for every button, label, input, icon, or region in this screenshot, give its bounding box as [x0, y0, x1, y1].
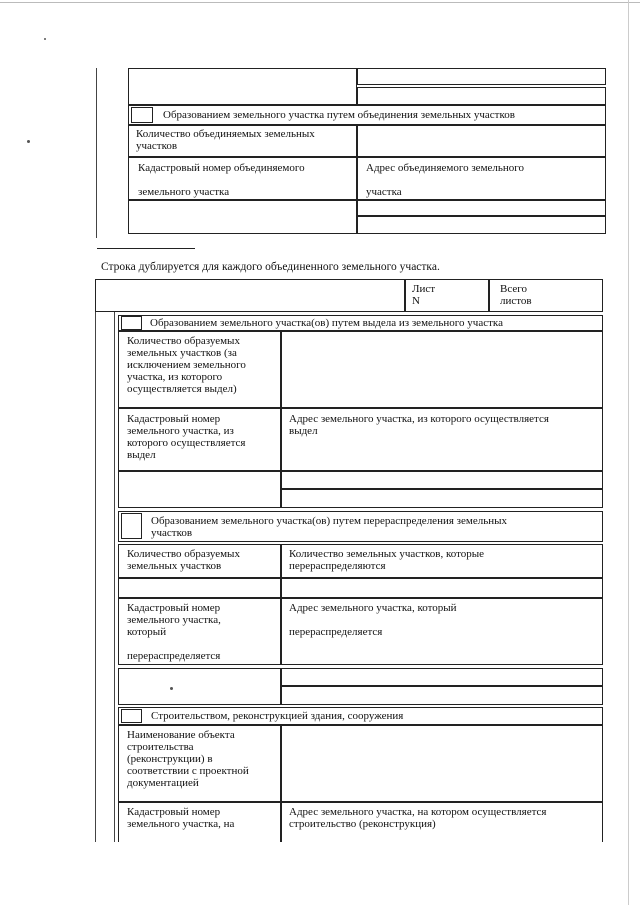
redistribution-count-redistributed-value[interactable]: [281, 578, 603, 598]
construction-option-checkbox[interactable]: [121, 709, 142, 723]
allocation-address-label: Адрес земельного участка, из которого осуществляется выдел: [289, 413, 549, 437]
allocation-address-value-upper[interactable]: [281, 471, 603, 489]
construction-cadastral-label: Кадастровый номер земельного участка, на: [127, 806, 235, 830]
left-margin-line: [96, 68, 97, 238]
redistribution-cadastral-label: Кадастровый номер земельного участка, который перераспределяется: [127, 602, 221, 662]
redistribution-cadastral-value[interactable]: [118, 668, 281, 705]
merge-address-value-lower[interactable]: [357, 216, 606, 234]
merge-address-label: Адрес объединяемого земельного участка: [366, 162, 525, 198]
construction-object-name-value[interactable]: [281, 725, 603, 802]
redistribution-count-formed-label: Количество образуемых земельных участков: [127, 548, 240, 572]
allocation-option-label: Образованием земельного участка(ов) путем выдела из земельного участка: [150, 317, 503, 329]
allocation-option-checkbox[interactable]: [121, 316, 142, 330]
allocation-cadastral-label: Кадастровый номер земельного участка, из которого осуществляется выдел: [127, 413, 246, 461]
section-left-margin: [95, 312, 96, 842]
sheet-total-label: Всего листов: [500, 283, 532, 307]
allocation-address-value-lower[interactable]: [281, 489, 603, 508]
redistribution-count-formed-value[interactable]: [118, 578, 281, 598]
merge-address-value-upper[interactable]: [357, 200, 606, 216]
merge-count-label: Количество объединяемых земельных участков: [136, 128, 315, 152]
top-right-cell-lower[interactable]: [357, 87, 606, 105]
redistribution-count-redistributed-label: Количество земельных участков, которые перераспределяются: [289, 548, 485, 572]
redistribution-option-label: Образованием земельного участка(ов) путем перераспределения земельных участков: [151, 515, 508, 539]
footnote-text: Строка дублируется для каждого объединенного земельного участка.: [101, 261, 440, 273]
scan-right-edge: [628, 0, 629, 905]
redistribution-option-checkbox[interactable]: [121, 513, 142, 539]
scan-speck: [27, 140, 30, 143]
top-left-empty-cell: [128, 68, 357, 105]
redistribution-address-value-upper[interactable]: [281, 668, 603, 686]
sheet-header-empty-cell: [95, 279, 405, 312]
top-right-cell-upper[interactable]: [357, 68, 606, 85]
scan-speck: [44, 38, 46, 40]
merge-option-checkbox[interactable]: [131, 107, 153, 123]
construction-option-label: Строительством, реконструкцией здания, сооружения: [151, 710, 404, 722]
merge-cadastral-label: Кадастровый номер объединяемого земельного участка: [138, 162, 305, 198]
scan-top-edge: [0, 2, 640, 3]
redistribution-address-label: Адрес земельного участка, который перераспределяется: [289, 602, 457, 638]
allocation-cadastral-value[interactable]: [118, 471, 281, 508]
redistribution-address-value-lower[interactable]: [281, 686, 603, 705]
merge-cadastral-value[interactable]: [128, 200, 357, 234]
construction-object-name-label: Наименование объекта строительства (реконструкции) в соответствии с проектной документацией: [127, 729, 249, 789]
construction-address-label: Адрес земельного участка, на котором осуществляется строительство (реконструкция): [289, 806, 547, 830]
allocation-count-value[interactable]: [281, 331, 603, 408]
merge-option-label: Образованием земельного участка путем объединения земельных участков: [163, 109, 515, 121]
section-inner-margin: [114, 312, 115, 842]
sheet-number-label: Лист N: [412, 283, 436, 307]
merge-count-value[interactable]: [357, 125, 606, 157]
allocation-count-label: Количество образуемых земельных участков (за исключением земельного участка, из которого осуществляется выдел): [127, 335, 246, 395]
footnote-separator: [97, 248, 195, 249]
